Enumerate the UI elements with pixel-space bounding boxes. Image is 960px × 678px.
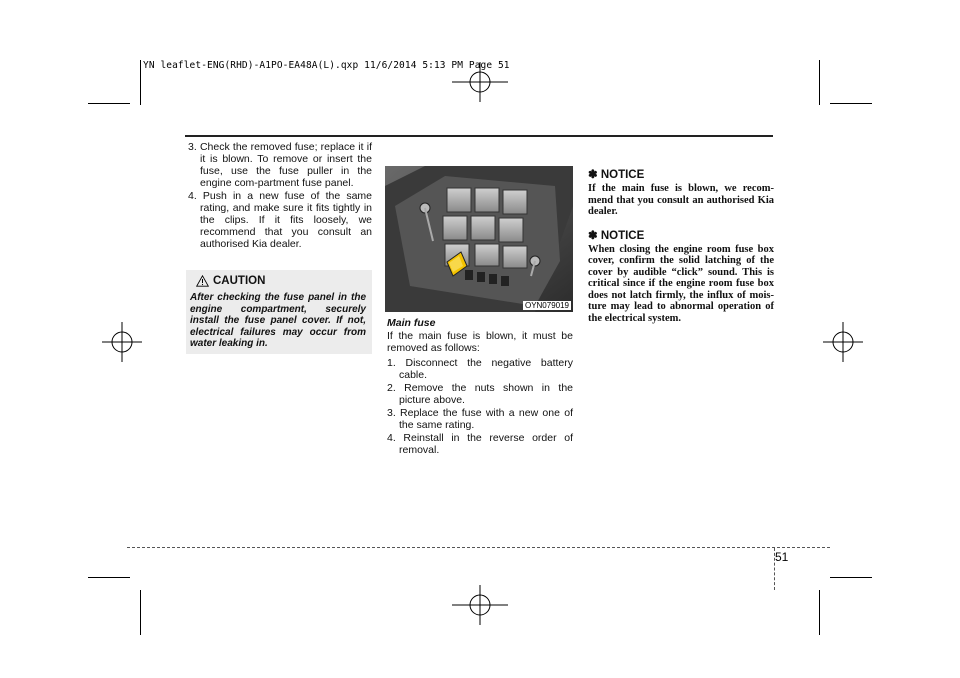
crop-mark: [830, 577, 872, 578]
left-column: [188, 141, 372, 251]
notice-text: If the main fuse is blown, we recom-mend that you consult an authorised Kia dealer.: [588, 183, 774, 217]
registration-mark-icon: [102, 322, 142, 362]
list-item: 2. Remove the nuts shown in the picture above.: [387, 382, 573, 406]
file-slug: YN leaflet-ENG(RHD)-A1PO-EA48A(L).qxp 11/6/2014 5:13 PM Page 51: [143, 60, 510, 71]
image-caption: OYN079019: [524, 301, 569, 310]
list-item: 4. Reinstall in the reverse order of removal.: [387, 432, 573, 456]
crop-mark: [88, 577, 130, 578]
crop-mark: [830, 103, 872, 104]
caution-box: [186, 270, 372, 354]
crop-mark: [819, 590, 820, 635]
crop-mark: [140, 590, 141, 635]
intro-text: If the main fuse is blown, it must be removed as follows:: [387, 330, 573, 354]
footer-dashed-rule: [127, 547, 830, 548]
notice-block: [588, 228, 774, 325]
crop-mark: [88, 103, 130, 104]
procedure-list: [188, 141, 372, 250]
notice-block: [588, 167, 774, 218]
caution-header: [196, 275, 265, 287]
crop-mark: [819, 60, 820, 105]
notice-title: ✽ NOTICE: [588, 229, 645, 242]
list-item: 1. Disconnect the negative battery cable.: [387, 357, 573, 381]
fuse-box-photo: [385, 166, 573, 312]
header-rule: [185, 135, 773, 137]
notice-text: When closing the engine room fuse box cover, confirm the solid latching of the cover by audible “click” sound. This is critical since if the engine room fuse box does not latch firmly, the influx of mois-ture may lead to abnormal operation of the electrical system.: [588, 243, 774, 324]
fuse-box-illustration: [385, 166, 573, 312]
registration-mark-icon: [823, 322, 863, 362]
steps-list: [387, 357, 573, 456]
registration-mark-icon: [452, 585, 508, 625]
page-number: 51: [775, 550, 789, 564]
subheading: Main fuse: [387, 317, 436, 329]
warning-triangle-icon: [196, 275, 209, 287]
list-item: 3. Check the removed fuse; replace it if it is blown. To remove or insert the fuse, use the fuse puller in the engine com-partment fuse panel.: [188, 141, 372, 189]
notice-title: ✽ NOTICE: [588, 169, 645, 181]
middle-column: [387, 317, 573, 457]
caution-title: CAUTION: [213, 275, 266, 287]
list-item: 4. Push in a new fuse of the same rating, and make sure it fits tightly in the clips. If it fits loosely, we recommend that you consult an authorised Kia dealer.: [188, 190, 372, 250]
right-column: [588, 167, 774, 324]
crop-mark: [140, 60, 141, 105]
list-item: 3. Replace the fuse with a new one of the same rating.: [387, 407, 573, 431]
caution-text: After checking the fuse panel in the engine compartment, securely install the fuse panel cover. If not, electrical failures may occur from water leaking in.: [190, 292, 366, 349]
